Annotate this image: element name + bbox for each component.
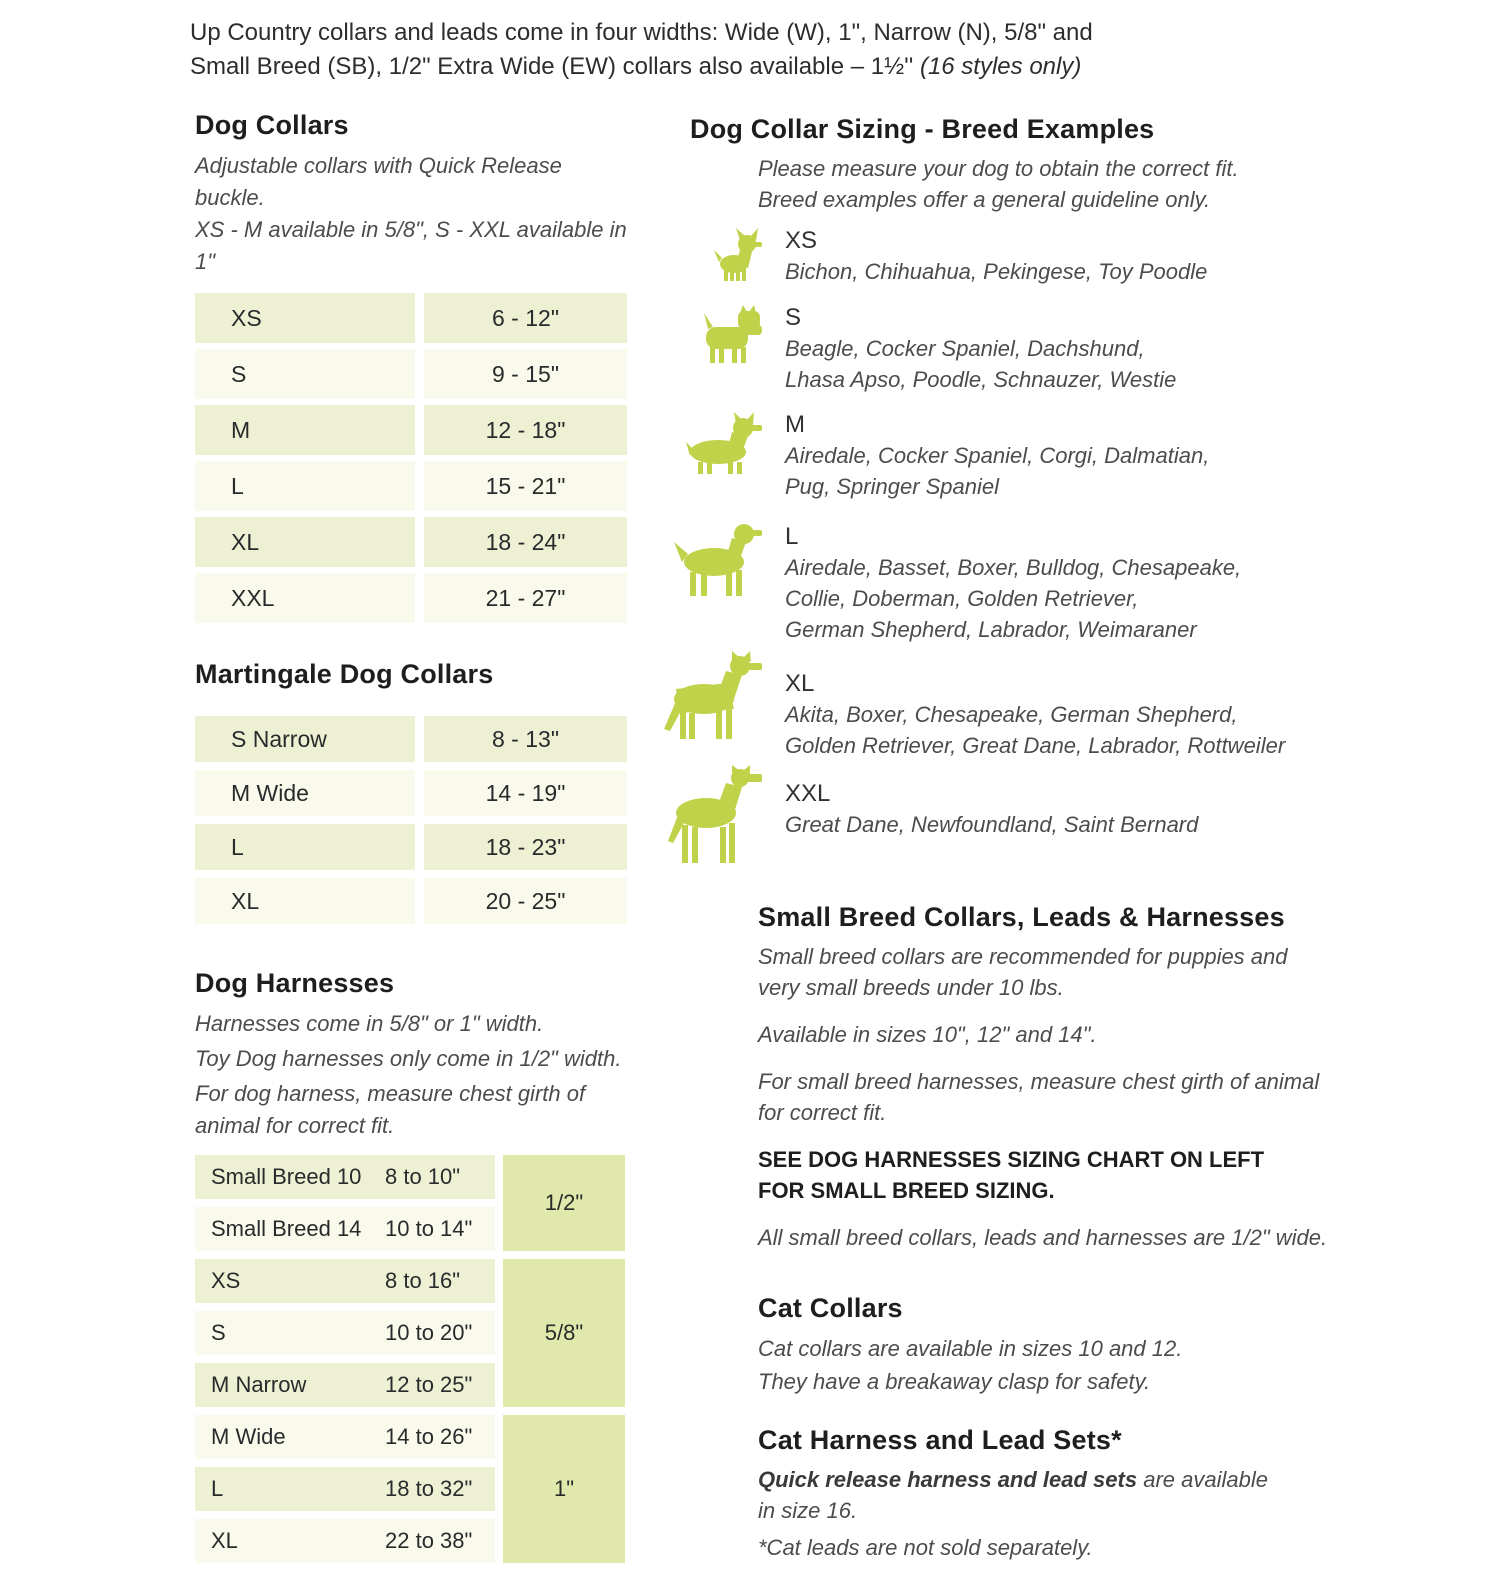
breed-entry-xs [690, 226, 1330, 287]
table-row: XXL 21 - 27" [195, 573, 627, 623]
dog-collars-subtitle: Adjustable collars with Quick Release buckle. XS - M available in 5/8", S - XXL available in 1" [195, 153, 627, 274]
table-row: Small Breed 14 10 to 14" [195, 1207, 495, 1251]
right-column [690, 114, 1330, 1563]
table-row: M Wide 14 - 19" [195, 770, 627, 816]
dog-harnesses-table [195, 1155, 627, 1571]
table-row: XS 6 - 12" [195, 293, 627, 343]
cat-collars-title: Cat Collars [758, 1293, 903, 1323]
size-label: S [785, 304, 802, 331]
size-label: XS [785, 227, 818, 254]
table-row: L 18 - 23" [195, 824, 627, 870]
breed-examples-title: Dog Collar Sizing - Breed Examples [690, 114, 1155, 144]
harness-size-rows [195, 1155, 495, 1571]
small-breed-para-2: Available in sizes 10", 12" and 14". [758, 1022, 1097, 1047]
intro-styles-note: (16 styles only) [913, 53, 1082, 80]
harness-width-column [503, 1155, 625, 1571]
table-row: XL 18 - 24" [195, 517, 627, 567]
dog-collars-title: Dog Collars [195, 110, 349, 140]
size-label: L [785, 523, 799, 550]
small-breed-para-3: For small breed harnesses, measure chest girth of animal for correct fit. [758, 1069, 1320, 1125]
breed-example-list [690, 226, 1330, 872]
harness-note-3: For dog harness, measure chest girth of animal for correct fit. [195, 1081, 586, 1138]
intro-paragraph [190, 16, 1190, 84]
cat-leads-footnote: *Cat leads are not sold separately. [758, 1535, 1093, 1560]
breed-entry-m [690, 408, 1330, 502]
cat-harness-sentence: Quick release harness and lead sets are available in size 16. [758, 1467, 1268, 1523]
cat-collars-line-1: Cat collars are available in sizes 10 and 12. [758, 1336, 1183, 1361]
table-row: M 12 - 18" [195, 405, 627, 455]
width-group-half-inch: 1/2" [503, 1155, 625, 1251]
table-row: Small Breed 10 8 to 10" [195, 1155, 495, 1199]
breed-entry-l [690, 516, 1330, 645]
martingale-table [195, 716, 627, 924]
breed-list-line: Beagle, Cocker Spaniel, Dachshund, [785, 336, 1145, 361]
table-row: XS 8 to 16" [195, 1259, 495, 1303]
table-row: XL 22 to 38" [195, 1519, 495, 1563]
breed-list-line: Golden Retriever, Great Dane, Labrador, Rottweiler [785, 733, 1286, 758]
corgi-icon [686, 412, 762, 502]
breed-list-line: Akita, Boxer, Chesapeake, German Shepherd, [785, 702, 1238, 727]
breed-entry-s [690, 303, 1330, 395]
see-chart-callout: SEE DOG HARNESSES SIZING CHART ON LEFT FOR SMALL BREED SIZING. [758, 1147, 1265, 1203]
breed-list-line: Airedale, Basset, Boxer, Bulldog, Chesapeake, [785, 555, 1242, 580]
width-group-five-eighths: 5/8" [503, 1259, 625, 1407]
size-label: XL [785, 670, 815, 697]
breed-list-line: Pug, Springer Spaniel [785, 474, 1000, 499]
breed-list-line: Collie, Doberman, Golden Retriever, [785, 586, 1139, 611]
great-dane-icon [662, 765, 762, 872]
retriever-icon [674, 520, 762, 645]
breed-list-line: Great Dane, Newfoundland, Saint Bernard [785, 812, 1199, 837]
cat-collars-line-2: They have a breakaway clasp for safety. [758, 1369, 1151, 1394]
intro-line-2: Small Breed (SB), 1/2" Extra Wide (EW) collars also available – 1½'' (16 styles only) [190, 53, 1082, 80]
breed-entry-xl [690, 649, 1330, 761]
breed-list-line: Bichon, Chihuahua, Pekingese, Toy Poodle [785, 259, 1208, 284]
breed-examples-subtitle: Please measure your dog to obtain the correct fit. Breed examples offer a general guideline only. [758, 156, 1239, 212]
table-row: L 15 - 21" [195, 461, 627, 511]
breed-entry-xxl [690, 763, 1330, 872]
dog-harnesses-title: Dog Harnesses [195, 968, 395, 998]
table-row: S Narrow 8 - 13" [195, 716, 627, 762]
small-breed-para-1: Small breed collars are recommended for puppies and very small breeds under 10 lbs. [758, 944, 1288, 1000]
width-group-one-inch: 1" [503, 1415, 625, 1563]
cat-harness-bold-phrase: Quick release harness and lead sets [758, 1467, 1138, 1492]
size-label: M [785, 411, 805, 438]
harness-note-1: Harnesses come in 5/8" or 1" width. [195, 1011, 544, 1036]
dog-collars-table [195, 293, 627, 623]
table-row: S 10 to 20" [195, 1311, 495, 1355]
intro-line-1: Up Country collars and leads come in four widths: Wide (W), 1", Narrow (N), 5/8" and [190, 19, 1093, 46]
table-row: M Narrow 12 to 25" [195, 1363, 495, 1407]
left-column [195, 110, 627, 1571]
small-breed-title: Small Breed Collars, Leads & Harnesses [758, 902, 1285, 932]
terrier-icon [704, 305, 762, 395]
size-label: XXL [785, 780, 831, 807]
small-breed-section [758, 902, 1330, 1563]
table-row: XL 20 - 25" [195, 878, 627, 924]
breed-list-line: Lhasa Apso, Poodle, Schnauzer, Westie [785, 367, 1177, 392]
table-row: M Wide 14 to 26" [195, 1415, 495, 1459]
table-row: L 18 to 32" [195, 1467, 495, 1511]
german-shepherd-icon [664, 651, 762, 761]
cat-harness-title: Cat Harness and Lead Sets* [758, 1425, 1122, 1455]
breed-list-line: German Shepherd, Labrador, Weimaraner [785, 617, 1197, 642]
harness-note-2: Toy Dog harnesses only come in 1/2" width. [195, 1046, 622, 1071]
chihuahua-icon [714, 228, 762, 287]
martingale-title: Martingale Dog Collars [195, 659, 494, 689]
breed-list-line: Airedale, Cocker Spaniel, Corgi, Dalmatian, [785, 443, 1210, 468]
small-breed-note: All small breed collars, leads and harnesses are 1/2" wide. [758, 1225, 1328, 1250]
table-row: S 9 - 15" [195, 349, 627, 399]
